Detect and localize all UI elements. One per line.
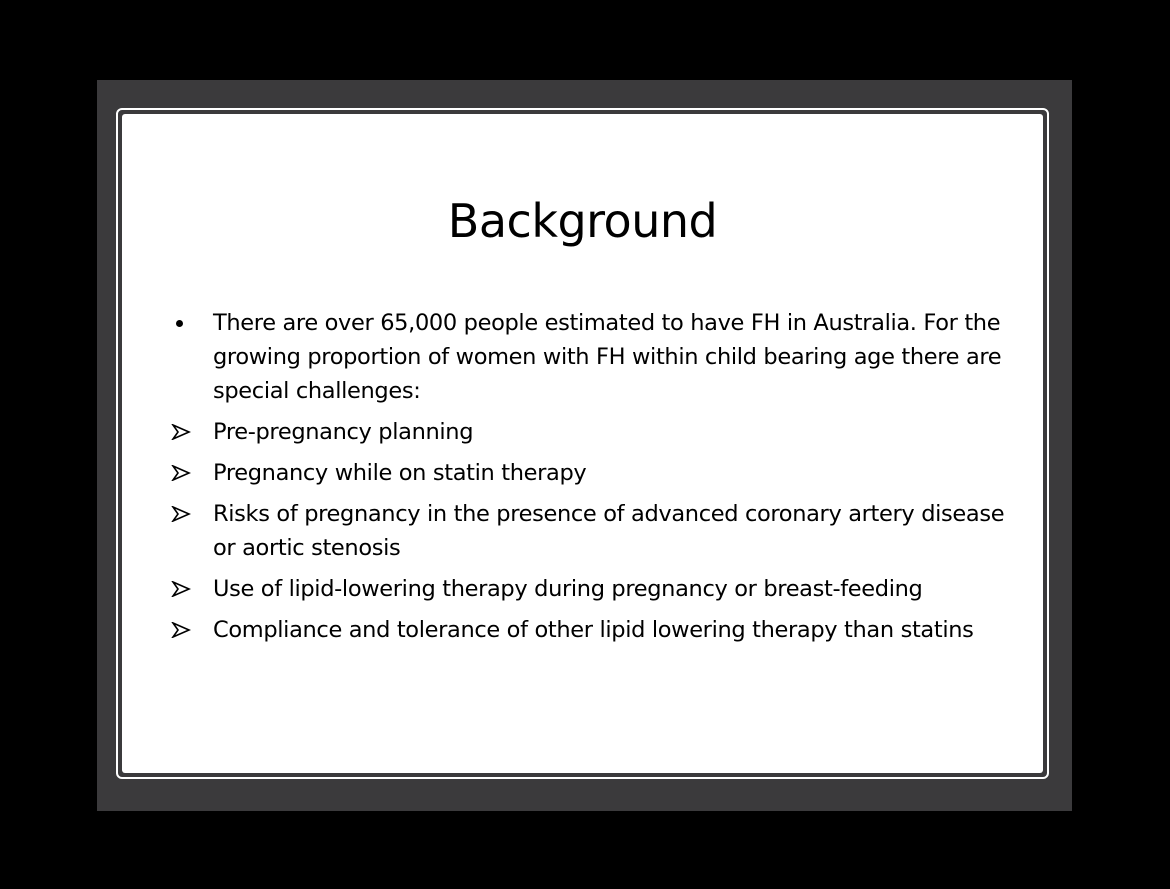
arrow-bullet-icon [171, 613, 201, 647]
arrow-bullet-icon [171, 497, 201, 531]
list-item [171, 497, 1011, 565]
bullet-icon [171, 306, 201, 340]
list-item [171, 456, 1011, 490]
list-item-text: Pregnancy while on statin therapy [213, 460, 587, 486]
arrow-bullet-icon [171, 456, 201, 490]
slide-title: Background [447, 194, 718, 248]
arrow-bullet-icon [171, 415, 201, 449]
slide-border [116, 108, 1049, 779]
list-item-text: Risks of pregnancy in the presence of advanced coronary artery disease or aortic stenosis [213, 501, 1005, 561]
slide-frame [97, 80, 1072, 811]
list-item-text: Use of lipid-lowering therapy during pregnancy or breast-feeding [213, 576, 923, 602]
slide-page [122, 114, 1043, 773]
list-item [171, 415, 1011, 449]
list-item-text: Pre-pregnancy planning [213, 419, 474, 445]
list-item [171, 613, 1011, 647]
arrow-bullet-icon [171, 572, 201, 606]
list-item [171, 306, 1011, 408]
bullet-list [171, 306, 1011, 654]
list-item-text: Compliance and tolerance of other lipid lowering therapy than statins [213, 617, 974, 643]
list-item [171, 572, 1011, 606]
list-item-text: There are over 65,000 people estimated to have FH in Australia. For the growing proportion of women with FH within child bearing age there are special challenges: [213, 310, 1002, 404]
